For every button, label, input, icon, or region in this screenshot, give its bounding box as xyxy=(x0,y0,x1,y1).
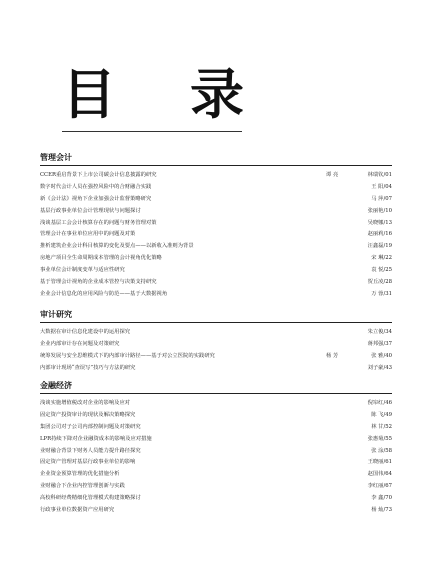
entry-author-page: 朱立俊/34 xyxy=(367,329,392,335)
toc-entry[interactable] xyxy=(40,505,392,517)
section-divider xyxy=(40,393,392,394)
entry-coauthor: 谭 亮 xyxy=(326,172,339,178)
entry-author-page: 吴晓娜/13 xyxy=(367,219,392,226)
entry-title: CCER重启背景下上市公司碳会计信息披露的研究 xyxy=(40,172,157,178)
toc-entry[interactable] xyxy=(40,446,392,458)
entry-title: 业财融合背景下财务人员能力提升路径探究 xyxy=(40,447,141,454)
page-title xyxy=(62,64,318,124)
toc-entry[interactable] xyxy=(40,194,392,206)
entry-author-page: 林 甘/52 xyxy=(371,423,392,430)
entry-author-page: 王晓丽/61 xyxy=(367,459,392,466)
entry-title: 高校科研经费精细化管理模式构建策略探讨 xyxy=(40,495,141,502)
entry-author-page: 王 阳/04 xyxy=(371,183,392,190)
entry-author-page: 陈 飞/49 xyxy=(371,411,392,418)
toc-entry[interactable] xyxy=(40,206,392,218)
entry-title: 浅谈基层工会会计核算存在的问题与财务管理对策 xyxy=(40,219,157,226)
entry-title: 房地产项目全生命周期成本管理的会计视角优化策略 xyxy=(40,255,162,262)
toc-entry[interactable] xyxy=(40,493,392,505)
toc-entry[interactable] xyxy=(40,481,392,493)
entry-title: 基于管理会计视角的企业成本管控与决策支持研究 xyxy=(40,279,157,286)
toc-entry[interactable] xyxy=(40,265,392,277)
toc-entry[interactable] xyxy=(40,363,392,375)
entry-author-page: 杨 灿/73 xyxy=(371,507,392,514)
entry-title: 企业会计信息化的应用风险与防范——基于大数据视角 xyxy=(40,290,168,297)
entry-title: 基层行政事业单位会计管理现状与问题探讨 xyxy=(40,207,141,214)
entry-author-page: 袁 悦/25 xyxy=(371,267,392,274)
entry-title: 推析建筑企业会计科目核算的变化及要点——以新收入准则为背景 xyxy=(40,243,194,250)
entry-author-page: 赵国伟/64 xyxy=(367,471,392,478)
entry-title: 管理会计在事业单位应用中的问题及对策 xyxy=(40,231,136,238)
entry-author-page: 李红丽/67 xyxy=(367,483,392,490)
toc-entry[interactable] xyxy=(40,170,392,182)
section-audit-research xyxy=(40,310,392,375)
section-divider xyxy=(40,165,392,166)
entry-title: 浅谈实施增值税改对企业的影响及应对 xyxy=(40,400,131,406)
entry-author-page: 汪鑫磊/19 xyxy=(367,243,392,250)
toc-entry[interactable] xyxy=(40,410,392,422)
title-char-1: 目 xyxy=(62,62,190,126)
section-financial-economics xyxy=(40,381,392,517)
title-char-2: 录 xyxy=(190,62,318,126)
toc-entry[interactable] xyxy=(40,182,392,194)
entry-author-page: 倪帘红/46 xyxy=(367,400,392,406)
toc-entry[interactable] xyxy=(40,327,392,339)
entry-author-page: 贺丘凌/28 xyxy=(367,279,392,286)
toc-entry[interactable] xyxy=(40,398,392,410)
toc-entry[interactable] xyxy=(40,277,392,289)
entry-author-page: 赵丽莉/16 xyxy=(367,231,392,238)
section-management-accounting xyxy=(40,153,392,301)
entry-author-page: 张 涂/58 xyxy=(371,447,392,454)
toc-entry[interactable] xyxy=(40,422,392,434)
title-underline xyxy=(62,131,242,132)
section-heading: 管理会计 xyxy=(40,153,72,162)
section-divider xyxy=(40,322,392,323)
entry-title: 集团公司对子公司内部控制问题及对策研究 xyxy=(40,423,141,430)
toc-entry[interactable] xyxy=(40,218,392,230)
entry-title: 固定资产投资审计的现状及解决策略探究 xyxy=(40,411,136,418)
toc-entry[interactable] xyxy=(40,241,392,253)
entry-author-page: 刘子豪/43 xyxy=(367,364,392,371)
entry-author-page: 马 萍/07 xyxy=(371,195,392,202)
entry-title: 企业内部审计存在问题及对策研究 xyxy=(40,340,120,347)
toc-entry[interactable] xyxy=(40,351,392,363)
toc-entry[interactable] xyxy=(40,469,392,481)
entry-title: 固定资产管理对基层行政事业单位的影响 xyxy=(40,459,136,466)
section-heading: 审计研究 xyxy=(40,310,72,319)
entry-title: 统筹发展与安全思维模式下的内部审计路径——基于对公立医院的实践研究 xyxy=(40,352,215,359)
entry-title: 内部审计现场“查误写”技巧与方法的研究 xyxy=(40,364,136,371)
entry-author-page: 李 鑫/70 xyxy=(371,495,392,502)
toc-entry[interactable] xyxy=(40,339,392,351)
toc-entry[interactable] xyxy=(40,253,392,265)
toc-entry[interactable] xyxy=(40,434,392,446)
entry-title: 行政事业单位数据资产应用研究 xyxy=(40,507,115,514)
entry-author-page: 林瑞钦/01 xyxy=(367,172,392,178)
entry-title: 大数据在审计信息化建设中的运用探究 xyxy=(40,329,131,335)
toc-entry[interactable] xyxy=(40,229,392,241)
entry-author-page: 张惠菊/55 xyxy=(367,435,392,442)
entry-title: 企业资金预算管理的优化措施分析 xyxy=(40,471,120,478)
entry-author-page: 蒋邦强/37 xyxy=(367,340,392,347)
entry-author-page: 张丽艳/10 xyxy=(367,207,392,214)
entry-title: 业财融合下企业内控管理创新与实践 xyxy=(40,483,125,490)
entry-title: 新《会计法》视角下企业加强会计监督策略研究 xyxy=(40,195,152,202)
entry-coauthor: 杨 芳 xyxy=(326,352,339,359)
entry-author-page: 万 蓉/31 xyxy=(371,290,392,297)
entry-author-page: 张 雅/40 xyxy=(371,352,392,359)
entry-author-page: 宋 琳/22 xyxy=(371,255,392,262)
section-heading: 金融经济 xyxy=(40,381,72,390)
toc-entry[interactable] xyxy=(40,457,392,469)
toc-entry[interactable] xyxy=(40,289,392,301)
entry-title: 数字时代会计人员在强控风险中的合财融合实践 xyxy=(40,183,152,190)
entry-title: 事业单位会计制度变革与适应性研究 xyxy=(40,267,125,274)
entry-title: LPR持续下降对企业融资成本的影响及应对措施 xyxy=(40,435,152,442)
